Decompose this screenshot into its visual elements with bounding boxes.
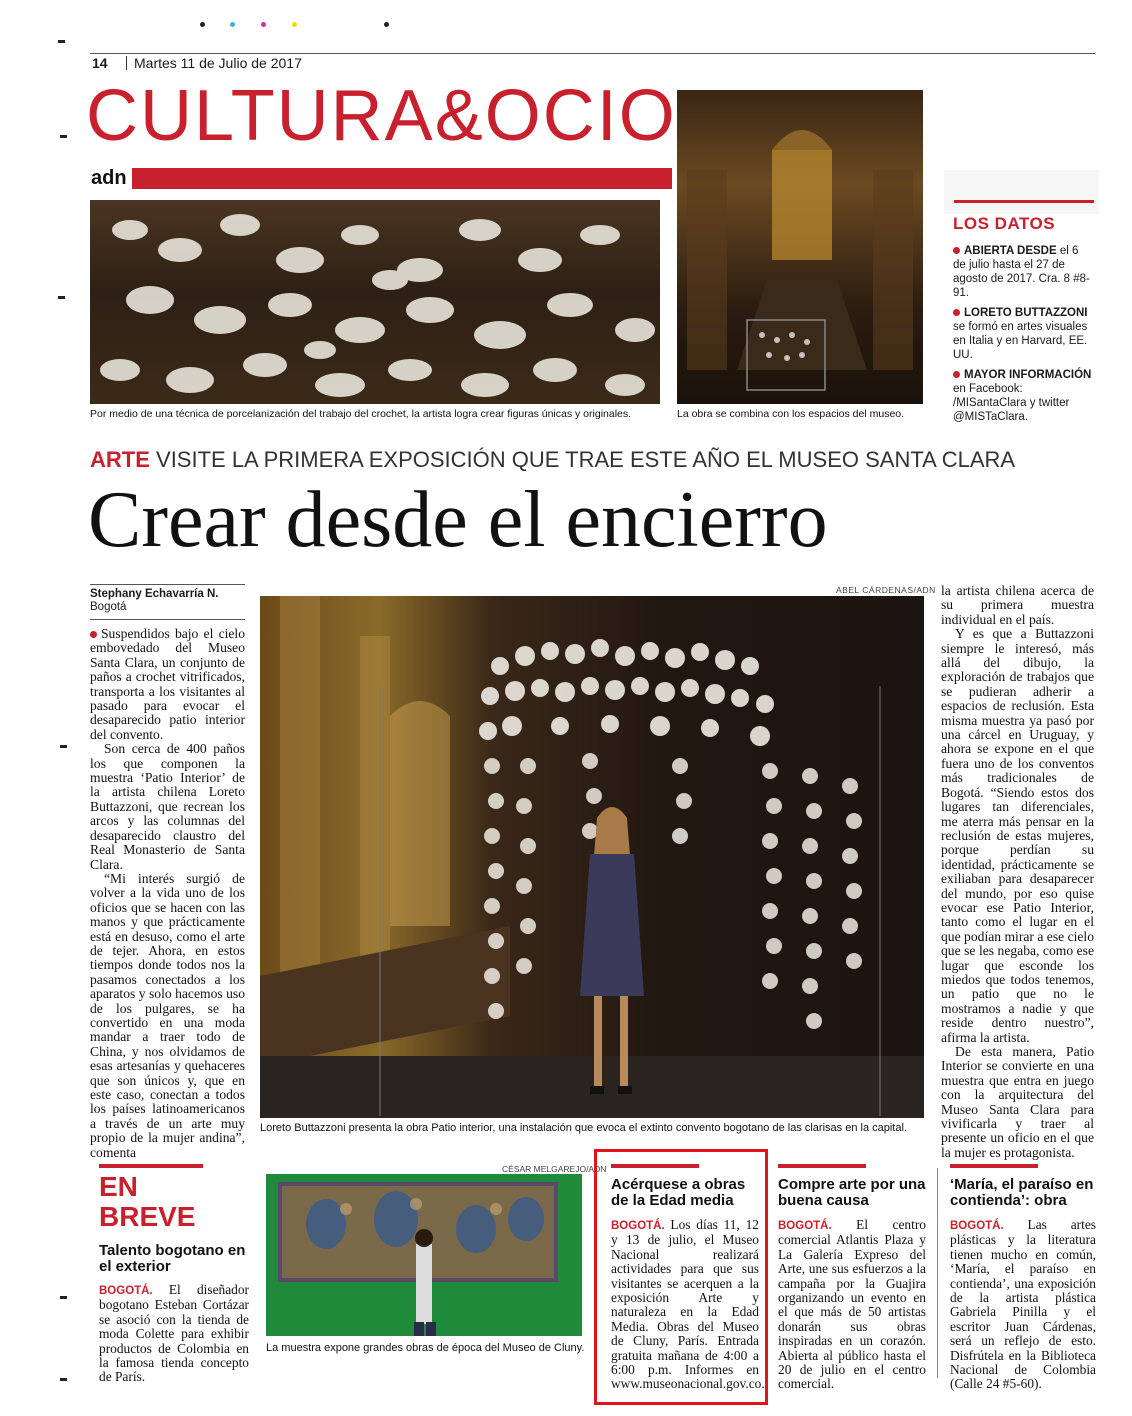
bullet-icon	[90, 631, 97, 638]
en-breve-bar	[99, 1164, 203, 1168]
registration-dot	[261, 22, 266, 27]
top-right-caption: La obra se combina con los espacios del museo.	[677, 408, 905, 420]
datos-item-2-text: se formó en artes visuales en Italia y en Harvard, EE. UU.	[953, 321, 1088, 361]
bottom-photo-caption: La muestra expone grandes obras de época del Museo de Cluny.	[266, 1342, 585, 1354]
museum-interior-photo	[677, 90, 923, 404]
brief-4-text: Las artes plásticas y la literatura tienen mucho en común, ‘María, el paraíso en contienda’, una exposición de la artista plástica Gabriela Pinilla y el escritor Juan Cárdenas, será un reflejo de esto. Disfrútela en la Biblioteca Nacional de Colombia (Calle 24 #5-60).	[950, 1217, 1096, 1392]
main-photo-caption: Loreto Buttazzoni presenta la obra Patio interior, una instalación que evoca el extinto convento bogotano de las clarisas en la capital.	[260, 1122, 907, 1134]
kicker-text: VISITE LA PRIMERA EXPOSICIÓN QUE TRAE ESTE AÑO EL MUSEO SANTA CLARA	[156, 447, 1016, 472]
datos-item-3-text: en Facebook: /MISantaClara y twitter @MISTaClara.	[953, 383, 1070, 423]
article-paragraph: “Mi interés surgió de volver a la vida uno de los oficios que se hacen con las manos y que prácticamente está en desuso, como el arte de tejer. Ahora, en estos tiempos donde todos nos la pasamos conectados a los aparatos y solo hacemos uso de los pulgares, se ha convertido en una moda mandar a traer todo de China, y nos olvidamos de esas artesanías y quehaceres que son únicos y, que en este caso, conectan a todos los países latinoamericanos a través de un arte muy propio de la mujer andina”, comenta	[90, 870, 245, 1160]
datos-item-3	[953, 368, 1093, 424]
article-column-1	[90, 627, 245, 1160]
tapestry-illustration	[266, 1174, 582, 1336]
brief-2-bar	[611, 1164, 699, 1168]
kicker-tag: ARTE	[90, 447, 150, 472]
en-breve-title-1: EN	[99, 1171, 138, 1202]
datos-item-1	[953, 244, 1093, 300]
margin-mark	[58, 40, 65, 43]
datos-box	[944, 170, 1099, 214]
brief-1-city: BOGOTÁ.	[99, 1285, 153, 1297]
registration-dot	[384, 22, 389, 27]
article-paragraph: la artista chilena acerca de su primera muestra individual en el país.	[941, 583, 1094, 627]
article-paragraph: Son cerca de 400 paños los que componen la muestra ‘Patio Interior’ de la artista chilena Loreto Buttazzoni, que recrean los arcos y las columnas del desaparecido claustro del Real Monasterio de Santa Clara.	[90, 741, 245, 872]
byline-rule	[90, 584, 245, 585]
header-divider	[126, 56, 127, 70]
brief-2-city: BOGOTÁ.	[611, 1220, 665, 1232]
brief-2-body	[611, 1217, 765, 1392]
datos-item-3-label: MAYOR INFORMACIÓN	[964, 369, 1092, 381]
adn-logo	[90, 168, 672, 189]
article-column-2	[941, 584, 1094, 1160]
main-photo-credit: ABEL CÁRDENAS/ADN	[836, 585, 936, 595]
crochet-installation-illustration	[260, 596, 924, 1118]
datos-item-2-label: LORETO BUTTAZZONI	[964, 307, 1088, 319]
museum-nave-illustration	[677, 90, 923, 404]
brief-4-title: ‘María, el paraíso en contienda’: obra	[950, 1176, 1094, 1209]
bottom-photo-credit: CÉSAR MELGAREJO/ADN	[502, 1164, 607, 1174]
brief-3-bar	[778, 1164, 866, 1168]
brief-3-text: El centro comercial Atlantis Plaza y La Galería Expreso del Arte, une sus esfuerzos a la campaña por la Guajira organizando un evento en el que más de 50 artistas donarán sus obras inspiradas en un corazón. Abierta al público hasta el 20 de julio en el centro comercial.	[778, 1217, 926, 1392]
margin-mark	[60, 1378, 67, 1381]
brief-4-body	[950, 1218, 1096, 1392]
brief-4-bar	[950, 1164, 1038, 1168]
bullet-icon	[953, 309, 960, 316]
brief-3-city: BOGOTÁ.	[778, 1220, 832, 1232]
brief-2-title: Acérquese a obras de la Edad media	[611, 1176, 746, 1209]
top-left-caption: Por medio de una técnica de porcelanización del trabajo del crochet, la artista logra crear figuras únicas y originales.	[90, 408, 632, 420]
section-title: CULTURA&OCIO	[86, 76, 677, 156]
datos-item-1-label: ABIERTA DESDE	[964, 245, 1057, 257]
header-rule	[90, 53, 1095, 54]
kicker-line	[90, 447, 1015, 473]
brief-1-title: Talento bogotano en el exterior	[99, 1242, 246, 1275]
main-installation-photo	[260, 596, 924, 1118]
brief-2-text: Los días 11, 12 y 13 de julio, el Museo Nacional realizará actividades para que sus visitantes se acerquen a la exposición Arte y naturaleza en la Edad Media. Obras del Museo de Cluny, París. Entrada gratuita mañana de 4:00 a 6:00 p.m. Informes en www.museonacional.gov.co.	[611, 1217, 765, 1392]
brief-3-title: Compre arte por una buena causa	[778, 1176, 926, 1209]
margin-mark	[60, 745, 67, 748]
adn-logo-text: adn	[89, 167, 132, 189]
author: Stephany Echavarría N.	[90, 588, 219, 600]
article-paragraph	[90, 627, 245, 742]
datos-title: LOS DATOS	[953, 214, 1056, 233]
date-line: Martes 11 de Julio de 2017	[134, 55, 302, 71]
en-breve-title-2: BREVE	[99, 1201, 196, 1232]
brief-1-body	[99, 1283, 249, 1385]
article-paragraph: Y es que a Buttazzoni siempre le interesó, más allá del dibujo, la exploración de trabajos que se pudieran adherir a espacios de reclusión. Esta misma muestra ya pasó por una cárcel en Uruguay, y ahora se expone en el que fuera uno de los conventos más tradicionales de Bogotá. “Siendo estos dos lugares tan diferenciales, me aterra más pensar en la reclusión de estas mujeres, porque perdían su identidad, prácticamente se exiliaban para desaparecer del mundo, por eso quise evocar ese Patio Interior, tanto como el lugar en el que podían mirar a ese cielo que se les negaba, como ese lugar que esconde los miedos que todos tenemos, un patio que no le mostramos a nadie y que reside dentro nuestro”, afirma la artista.	[941, 626, 1094, 1045]
datos-top-bar	[954, 200, 1094, 203]
datos-item-1-text: el 6 de julio hasta el 27 de agosto de 2017. Cra. 8 #8-91.	[953, 245, 1090, 299]
cluny-tapestry-photo	[266, 1174, 582, 1336]
registration-dot	[200, 22, 205, 27]
artist-figure	[580, 807, 644, 1094]
brief-4-divider	[937, 1168, 938, 1378]
bullet-icon	[953, 371, 960, 378]
byline-rule-bottom	[90, 619, 245, 620]
margin-mark	[58, 296, 65, 299]
crochet-ceiling-photo	[90, 200, 660, 404]
datos-item-2	[953, 306, 1093, 362]
page-number: 14	[92, 55, 108, 71]
author-location: Bogotá	[90, 601, 127, 613]
brief-4-city: BOGOTÁ.	[950, 1220, 1004, 1232]
registration-dot	[230, 22, 235, 27]
crochet-ceiling-illustration	[90, 200, 660, 404]
bullet-icon	[953, 247, 960, 254]
article-paragraph: De esta manera, Patio Interior se convierte en una muestra que entra en juego con la arquitectura del Museo Santa Clara para vivificarla y traer al presente un oficio en el que la mujer es protagonista.	[941, 1044, 1094, 1160]
registration-dot	[292, 22, 297, 27]
margin-mark	[60, 1296, 67, 1299]
paragraph-text: Suspendidos bajo el cielo embovedado del Museo Santa Clara, un conjunto de paños a crochet vitrificados, transporta a los visitantes al pasado para evocar el desaparecido patio interior del convento.	[90, 626, 245, 742]
brief-3-body	[778, 1218, 926, 1392]
headline: Crear desde el encierro	[88, 476, 828, 564]
brief-1-text: El diseñador bogotano Esteban Cortázar se asoció con la tienda de moda Colette para exhibir productos de Colombia en la famosa tienda concepto de París.	[99, 1282, 249, 1385]
margin-mark	[60, 135, 67, 138]
